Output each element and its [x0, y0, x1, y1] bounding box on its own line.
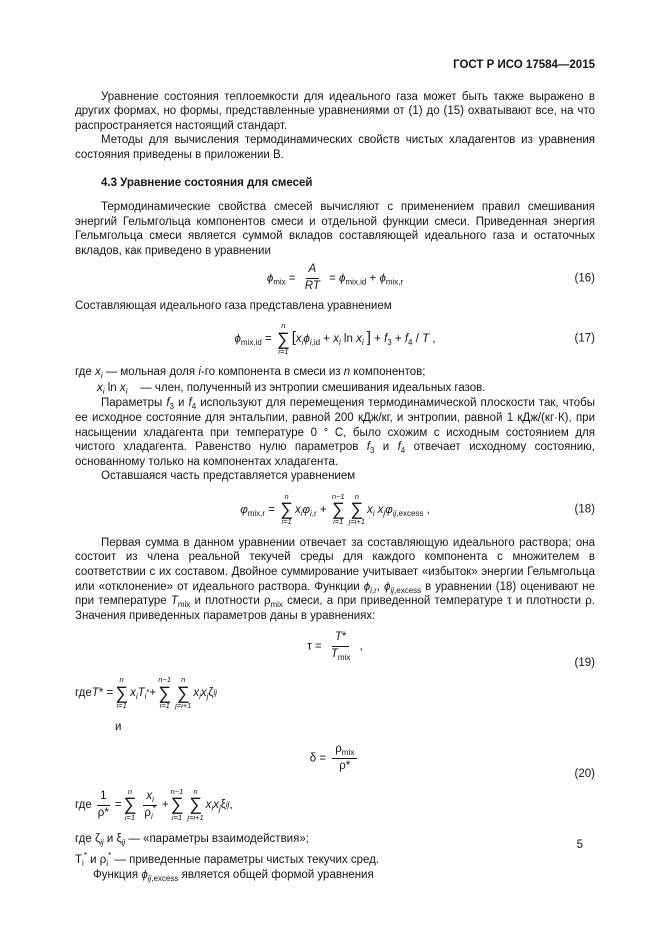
where-clause-reduced-params: $T_i^*$ и $\rho_i^*$ — приведенные параметры чистых текучих сред.	[75, 850, 380, 868]
conjunction-and: и	[115, 721, 122, 734]
equation-17	[75, 316, 595, 362]
paragraph-function-excess: Функция $\phi_{ij,excess}$ является общей формой уравнения	[93, 869, 374, 884]
equation-number-18: (18)	[574, 503, 595, 516]
equation-18-body: $\varphi_{mix,r}$ = n ∑ i=1 $x_i\varphi_{i,r}$ + n−1 ∑ i=1 n ∑ j=i+1 $x_i$ $x_j\varphi_{ij,excess}$ ,	[240, 491, 430, 527]
standard-designation: ГОСТ Р ИСО 17584—2015	[453, 59, 595, 71]
equation-19-body: τ = $\frac{T*}{T_{mix}}$ ,	[307, 631, 363, 662]
equation-20	[75, 738, 595, 781]
paragraph-residual: Оставшаяся часть представляется уравнением	[101, 470, 356, 483]
where-clause-T-star: где T * = n ∑ i=1 $x_i$ $T_i$ * + n−1 ∑ i=1 n ∑ j=i+1 $x_i$ $x_j$ ζ ij	[75, 675, 218, 710]
equation-18	[75, 487, 595, 533]
equation-16-body: $\phi_{mix}$ = $\frac{A}{RT}$ = $\phi_{mix,id} + \phi_{mix,r}$	[266, 263, 404, 293]
equation-16	[75, 262, 595, 296]
equation-number-17: (17)	[574, 332, 595, 345]
where-clause-xi: где $x_i$ — мольная доля i-го компонента в смеси из n компонентов;	[75, 366, 426, 381]
paragraph-intro-1: Уравнение состояния теплоемкости для идеального газа может быть также выражено в других формах, но формы, представленные уравнениями от (1) до (15) охватывают все, на что распространяется настоящий стандарт.	[75, 90, 595, 132]
page-number: 5	[576, 839, 583, 851]
where-clause-interaction-params: где $\zeta_{ij}$ и $\xi_{ij}$ — «параметры взаимодействия»;	[75, 833, 309, 848]
paragraph-mixtures: Термодинамические свойства смесей вычисляют с применением правил смешивания энергий Гельмгольца компонентов смеси и отдельной функции смеси. Приведенная энергия Гельмгольца смеси является суммой вкладов составляющей идеального газа и остаточных вкладов, как приведено в уравнении	[75, 201, 595, 257]
paragraph-first-sum: Первая сумма в данном уравнении отвечает за составляющую идеального раствора; она состоит из члена реальной текучей среды для каждого компонента с множителем в соответствии с их составом. Двойное суммирование учитывает «избыток» энергии Гельмгольца или «отклонение» от идеального раствора. Функции $\phi_{i,r}$, $\phi_{ij,excess}$ в уравнении (18) оценивают не при температуре $T_{mix}$ и плотности $\rho_{mix}$ смеси, а при приведенной температуре τ и плотности ρ. Значения приведенных параметров даны в уравнениях:	[75, 536, 596, 622]
paragraph-ideal-gas: Составляющая идеального газа представлена уравнением	[75, 299, 392, 312]
where-clause-rho-star: где $\frac{1}{\rho*}$ = n ∑ i=1 $\frac{x_i}{\rho_i^*}$ + n−1 ∑ i=1 n ∑ j=i+1 $x_i$ $x_j$ ξ ij ,	[75, 786, 233, 822]
equation-19	[75, 626, 595, 669]
where-clause-xlnx: $x_i$ $\ln x_i$ — член, полученный из энтропии смешивания идеальных газов.	[97, 381, 486, 396]
equation-20-body: δ = $\frac{\rho_{mix}}{\rho*}$	[310, 743, 361, 774]
equation-number-19: (19)	[574, 656, 595, 669]
paragraph-f3-f4: Параметры $f_3$ и $f_4$ используют для перемещения термодинамической плоскости так, чтобы ее исходное состояние для энтальпии, равной 200 кДж/кг, и энтропии, равной 1 кДж/(кг·К), при насыщении хладагента при температуре 0 ° С, было схожим с исходным состоянием для чистого хладагента. Равенство нулю параметров $f_3$ и $f_4$ отвечает исходному состоянию, основанному только на компонентах хладагента.	[75, 397, 595, 468]
paragraph-intro-2: Методы для вычисления термодинамических свойств чистых хладагентов из уравнения состояния приведены в приложении В.	[75, 134, 595, 161]
equation-number-16: (16)	[574, 272, 595, 285]
section-heading-4-3: 4.3 Уравнение состояния для смесей	[101, 176, 313, 189]
equation-17-body: $\phi_{mix,id}$ = n ∑ i=1 [$x_i\phi_{i,id} + x_i$ $\ln x_i$ ] + $f_3 + f_4 / T$ ,	[234, 320, 436, 356]
equation-number-20: (20)	[574, 768, 595, 781]
